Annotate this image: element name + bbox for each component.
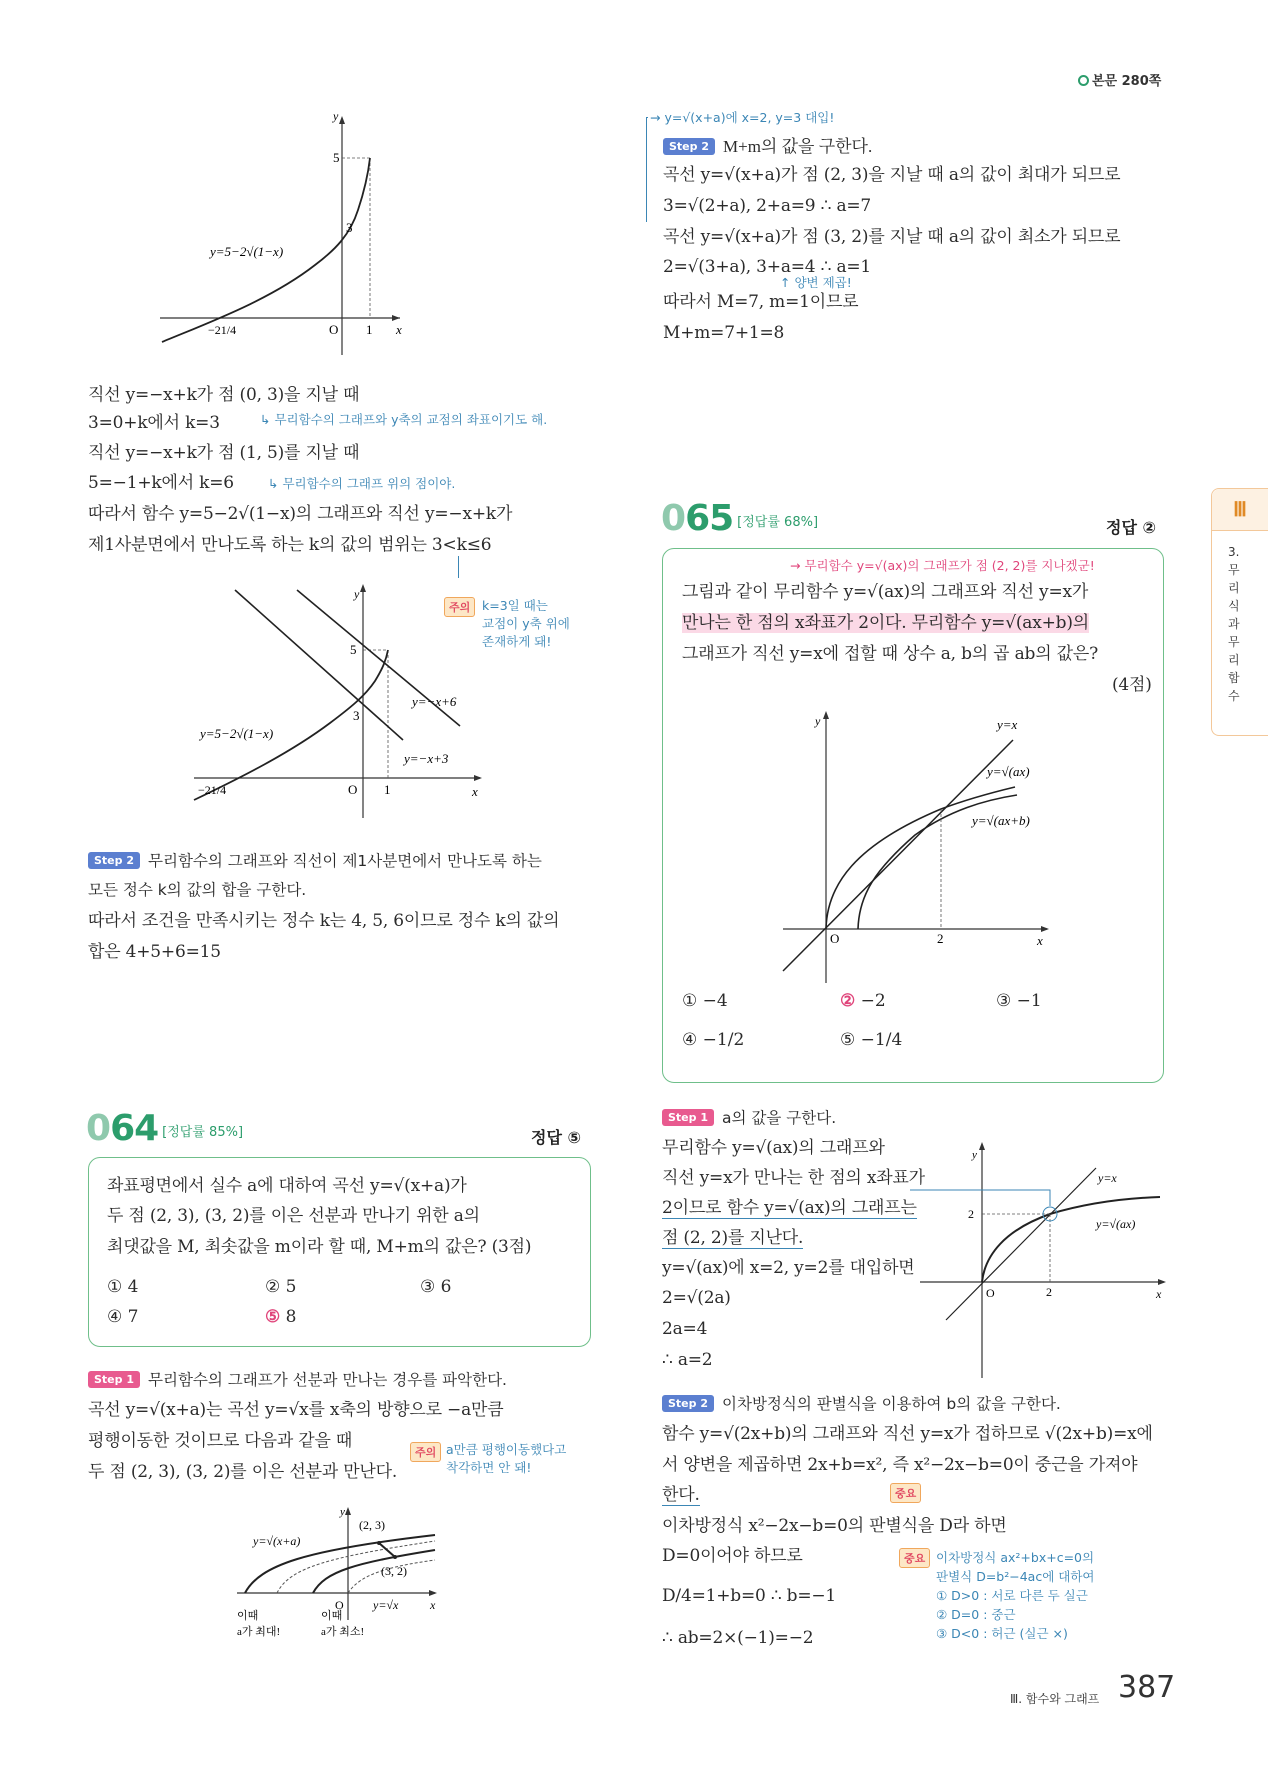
svg-text:y=x: y=x <box>997 717 1018 732</box>
text-line: 3=√(2+a), 2+a=9 ∴ a=7 <box>663 196 872 216</box>
svg-text:5: 5 <box>350 642 357 657</box>
question-text: 그림과 같이 무리함수 y=√(ax)의 그래프와 직선 y=x가 <box>682 582 1089 602</box>
svg-text:y=√(x+a): y=√(x+a) <box>253 1534 301 1548</box>
text-line: 따라서 M=7, m=1이므로 <box>663 292 859 312</box>
svg-text:y=−x+6: y=−x+6 <box>412 694 457 709</box>
text-line: D=0이어야 하므로 <box>662 1546 803 1566</box>
important-tag: 중요 <box>890 1482 921 1503</box>
svg-text:y: y <box>354 587 360 601</box>
question-text: 그래프가 직선 y=x에 접할 때 상수 a, b의 곱 ab의 값은? <box>682 644 1099 664</box>
text-line: 곡선 y=√(x+a)는 곡선 y=√x를 x축의 방향으로 −a만큼 <box>88 1400 504 1420</box>
x-axis-label: x <box>396 322 402 337</box>
svg-text:a가 최대!: a가 최대! <box>237 1626 281 1638</box>
text-line: 2=√(3+a), 3+a=4 ∴ a=1 <box>663 257 872 277</box>
origin-label: O <box>329 322 339 337</box>
text-line: 곡선 y=√(x+a)가 점 (3, 2)를 지날 때 a의 값이 최소가 되므로 <box>663 227 1121 247</box>
question-text: 두 점 (2, 3), (3, 2)를 이은 선분과 만나기 위한 a의 <box>107 1206 480 1226</box>
choice-4[interactable]: ④ 7 <box>107 1307 139 1327</box>
question-points: (4점) <box>1112 675 1152 695</box>
hint-note: → 무리함수 y=√(ax)의 그래프가 점 (2, 2)를 지나겠군! <box>790 558 1095 573</box>
text-line: 점 (2, 2)를 지난다. <box>662 1228 804 1248</box>
svg-text:y: y <box>340 1506 345 1518</box>
step2-heading: Step 2 무리함수의 그래프와 직선이 제1사분면에서 만나도록 하는 <box>88 849 542 871</box>
choice-4[interactable]: ④ −1/2 <box>682 1030 745 1050</box>
svg-text:(3, 2): (3, 2) <box>381 1564 407 1578</box>
svg-text:O: O <box>830 931 840 946</box>
text-line: M+m=7+1=8 <box>663 323 785 343</box>
step2-heading-cont: 모든 정수 k의 값의 합을 구한다. <box>88 881 307 899</box>
warning-tag: 주의 <box>444 597 475 617</box>
question-number-064: 064 [정답률 85%] <box>86 1108 244 1149</box>
svg-text:3: 3 <box>353 708 360 723</box>
question-text: 좌표평면에서 실수 a에 대하여 곡선 y=√(x+a)가 <box>107 1176 467 1196</box>
step2-badge: Step 2 <box>88 852 140 869</box>
text-line: 직선 y=x가 만나는 한 점의 x좌표가 <box>662 1168 925 1188</box>
graph-curve-and-lines <box>190 578 490 828</box>
svg-text:2: 2 <box>1046 1285 1052 1299</box>
page-number: 387 <box>1118 1670 1176 1705</box>
correct-rate: [정답률 85%] <box>162 1125 244 1140</box>
text-line: 직선 y=−x+k가 점 (0, 3)을 지날 때 <box>88 385 360 405</box>
warning-arrow <box>458 556 459 578</box>
text-line: 평행이동한 것이므로 다음과 같을 때 <box>88 1431 353 1451</box>
svg-text:O: O <box>986 1286 995 1300</box>
text-line: 2이므로 함수 y=√(ax)의 그래프는 <box>662 1198 917 1218</box>
answer-label: 정답 ⑤ <box>531 1128 582 1147</box>
svg-text:x: x <box>430 1598 436 1612</box>
svg-text:y: y <box>815 714 821 728</box>
text-line: 함수 y=√(2x+b)의 그래프와 직선 y=x가 접하므로 √(2x+b)=x에 <box>662 1424 1153 1444</box>
svg-text:x: x <box>1037 933 1043 948</box>
svg-text:1: 1 <box>384 782 391 797</box>
warning-text: k=3일 때는 교점이 y축 위에 존재하게 돼! <box>482 598 570 649</box>
svg-text:2: 2 <box>968 1207 974 1221</box>
step1-heading: Step 1 무리함수의 그래프가 선분과 만나는 경우를 파악한다. <box>88 1368 507 1390</box>
y-tick-3: 3 <box>346 220 353 235</box>
correct-rate: [정답률 68%] <box>737 515 819 530</box>
substitute-connector <box>646 117 648 222</box>
svg-text:y=x: y=x <box>1098 1171 1117 1185</box>
answer-label: 정답 ② <box>1106 518 1157 537</box>
text-line: 따라서 조건을 만족시키는 정수 k는 4, 5, 6이므로 정수 k의 값의 <box>88 911 560 931</box>
curve-label: y=5−2√(1−x) <box>210 244 284 259</box>
text-line: 곡선 y=√(x+a)가 점 (2, 3)을 지날 때 a의 값이 최대가 되므로 <box>663 165 1121 185</box>
text-line: 한다. <box>662 1485 700 1505</box>
text-line: 5=−1+k에서 k=6 <box>88 473 234 493</box>
checkmark-icon: ② <box>840 991 856 1011</box>
text-line: 서 양변을 제곱하면 2x+b=x², 즉 x²−2x−b=0이 중근을 가져야 <box>662 1455 1138 1475</box>
choice-3[interactable]: ③ −1 <box>996 991 1042 1011</box>
text-line: 직선 y=−x+k가 점 (1, 5)를 지날 때 <box>88 443 360 463</box>
chapter-numeral: Ⅲ <box>1212 489 1268 531</box>
question-text: 최댓값을 M, 최솟값을 m이라 할 때, M+m의 값은? (3점) <box>107 1237 532 1257</box>
svg-text:y=√(ax): y=√(ax) <box>1096 1217 1136 1231</box>
step1-badge: Step 1 <box>88 1371 140 1388</box>
text-line: ∴ ab=2×(−1)=−2 <box>662 1628 814 1648</box>
graph-sqrt-tangent <box>775 705 1055 985</box>
svg-text:y=−x+3: y=−x+3 <box>404 751 449 766</box>
svg-text:y=√x: y=√x <box>373 1598 399 1612</box>
step2-heading: Step 2 M+m의 값을 구한다. <box>663 132 872 157</box>
svg-text:y: y <box>972 1149 977 1161</box>
question-number-065: 065 [정답률 68%] <box>661 498 819 539</box>
step1-heading: Step 1 a의 값을 구한다. <box>662 1106 836 1128</box>
text-line: 두 점 (2, 3), (3, 2)를 이은 선분과 만난다. <box>88 1462 398 1482</box>
svg-text:y=5−2√(1−x): y=5−2√(1−x) <box>200 726 274 741</box>
page-reference: 본문 280쪽 <box>1078 70 1161 89</box>
svg-text:O: O <box>335 1598 344 1612</box>
text-line: 3=0+k에서 k=3 <box>88 413 220 433</box>
annotation-note: ↳ 무리함수의 그래프와 y축의 교점의 좌표이기도 해. <box>260 412 548 427</box>
choice-2[interactable]: ② 5 <box>265 1277 297 1297</box>
text-line: 이차방정식 x²−2x−b=0의 판별식을 D라 하면 <box>662 1516 1007 1536</box>
discriminant-note: 이차방정식 ax²+bx+c=0의 판별식 D=b²−4ac에 대하여 ① D>0 : 서로 다른 두 실근 ② D=0 : 중근 ③ D<0 : 허근 (실근 ×) <box>936 1550 1095 1641</box>
square-note: ↑ 양변 제곱! <box>780 275 852 290</box>
svg-text:a가 최소!: a가 최소! <box>321 1626 365 1638</box>
footer-chapter: Ⅲ. 함수와 그래프 <box>1010 1692 1100 1706</box>
svg-text:이때: 이때 <box>321 1610 343 1622</box>
question-text: 만나는 한 점의 x좌표가 2이다. 무리함수 y=√(ax+b)의 <box>682 613 1089 633</box>
important-callout: 중요 <box>899 1547 930 1568</box>
text-line: 무리함수 y=√(ax)의 그래프와 <box>662 1138 885 1158</box>
x-tick-1: 1 <box>366 322 373 337</box>
svg-text:(2, 3): (2, 3) <box>359 1518 385 1532</box>
svg-text:−21/4: −21/4 <box>198 783 227 797</box>
y-axis-label: y <box>333 110 339 123</box>
text-line: 2=√(2a) <box>662 1288 731 1308</box>
text-line: D/4=1+b=0 ∴ b=−1 <box>662 1586 837 1606</box>
section-title: 3. 무리식과 무리함수 <box>1228 545 1240 703</box>
graph-shifted-sqrt <box>225 1505 445 1645</box>
y-tick-5: 5 <box>333 150 340 165</box>
graph-intersection <box>910 1140 1170 1380</box>
reference-circle-icon <box>1078 75 1089 86</box>
text-line: y=√(ax)에 x=2, y=2를 대입하면 <box>662 1258 915 1278</box>
text-line: ∴ a=2 <box>662 1350 713 1370</box>
warning-callout: 주의 <box>410 1441 441 1462</box>
svg-text:x: x <box>472 784 478 799</box>
checkmark-icon: ⑤ <box>265 1307 281 1327</box>
choice-5[interactable]: ⑤ −1/4 <box>840 1030 903 1050</box>
text-line: 2a=4 <box>662 1319 708 1339</box>
chapter-side-tab[interactable] <box>1211 488 1268 736</box>
text-line: 합은 4+5+6=15 <box>88 942 221 962</box>
choice-2-checked[interactable]: ② −2 <box>840 991 886 1011</box>
graph-irrational-function <box>150 110 490 370</box>
step2-heading: Step 2 이차방정식의 판별식을 이용하여 b의 값을 구한다. <box>662 1392 1061 1414</box>
choice-5-checked[interactable]: ⑤ 8 <box>265 1307 297 1327</box>
svg-text:이때: 이때 <box>237 1610 259 1622</box>
svg-text:2: 2 <box>937 931 944 946</box>
svg-text:O: O <box>348 782 358 797</box>
x-tick-neg-21-4: −21/4 <box>208 323 237 337</box>
choice-3[interactable]: ③ 6 <box>420 1277 452 1297</box>
warning-text: a만큼 평행이동했다고 착각하면 안 돼! <box>446 1442 567 1475</box>
svg-text:y=√(ax): y=√(ax) <box>987 764 1030 779</box>
text-line: 제1사분면에서 만나도록 하는 k의 값의 범위는 3<k≤6 <box>88 535 492 555</box>
substitute-note: → y=√(x+a)에 x=2, y=3 대입! <box>650 110 835 125</box>
svg-text:y=√(ax+b): y=√(ax+b) <box>972 813 1030 828</box>
annotation-note: ↳ 무리함수의 그래프 위의 점이야. <box>268 476 456 491</box>
choice-1[interactable]: ① −4 <box>682 991 728 1011</box>
svg-text:x: x <box>1156 1287 1162 1301</box>
text-line: 따라서 함수 y=5−2√(1−x)의 그래프와 직선 y=−x+k가 <box>88 504 513 524</box>
choice-1[interactable]: ① 4 <box>107 1277 139 1297</box>
